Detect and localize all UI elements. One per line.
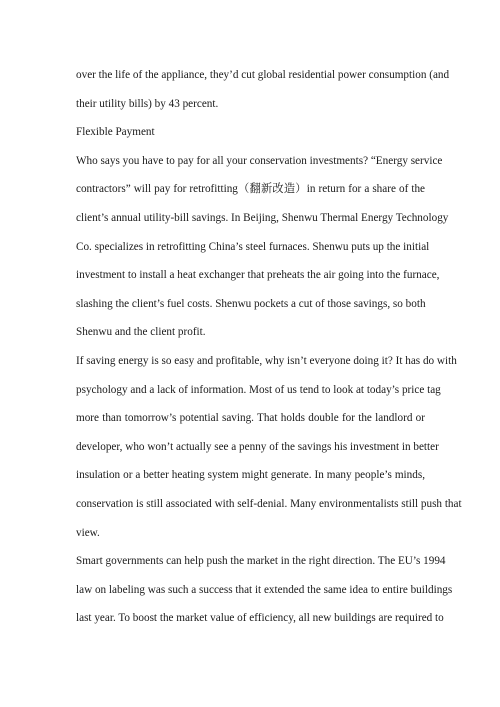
text-line: over the life of the appliance, they’d cut global residential power consumption (and — [76, 69, 450, 81]
text-line: If saving energy is so easy and profitable, why isn’t everyone doing it? It has do with — [76, 355, 457, 367]
text-line: slashing the client’s fuel costs. Shenwu pockets a cut of those savings, so both — [76, 298, 426, 310]
text-line: Smart governments can help push the market in the right direction. The EU’s 1994 — [76, 555, 446, 567]
text-line: their utility bills) by 43 percent. — [76, 98, 219, 110]
text-line: client’s annual utility-bill savings. In Beijing, Shenwu Thermal Energy Technology — [76, 212, 449, 224]
text-line: Shenwu and the client profit. — [76, 326, 206, 338]
text-line: more than tomorrow’s potential saving. That holds double for the landlord or — [76, 412, 425, 424]
text-line: conservation is still associated with self-denial. Many environmentalists still push that — [76, 498, 462, 510]
text-line: insulation or a better heating system might generate. In many people’s minds, — [76, 469, 425, 481]
section-heading: Flexible Payment — [76, 126, 155, 138]
text-line: Who says you have to pay for all your conservation investments? “Energy service — [76, 155, 443, 167]
text-line: law on labeling was such a success that it extended the same idea to entire buildings — [76, 584, 453, 596]
text-line: Co. specializes in retrofitting China’s steel furnaces. Shenwu puts up the initial — [76, 241, 430, 253]
text-line: last year. To boost the market value of efficiency, all new buildings are required to — [76, 612, 444, 624]
text-line: contractors” will pay for retrofitting（翻新改造）in return for a share of the — [76, 183, 425, 195]
text-line: view. — [76, 527, 100, 539]
text-line: investment to install a heat exchanger that preheats the air going into the furnace, — [76, 269, 440, 281]
text-line: psychology and a lack of information. Most of us tend to look at today’s price tag — [76, 384, 441, 396]
text-line: developer, who won’t actually see a penny of the savings his investment in better — [76, 441, 439, 453]
